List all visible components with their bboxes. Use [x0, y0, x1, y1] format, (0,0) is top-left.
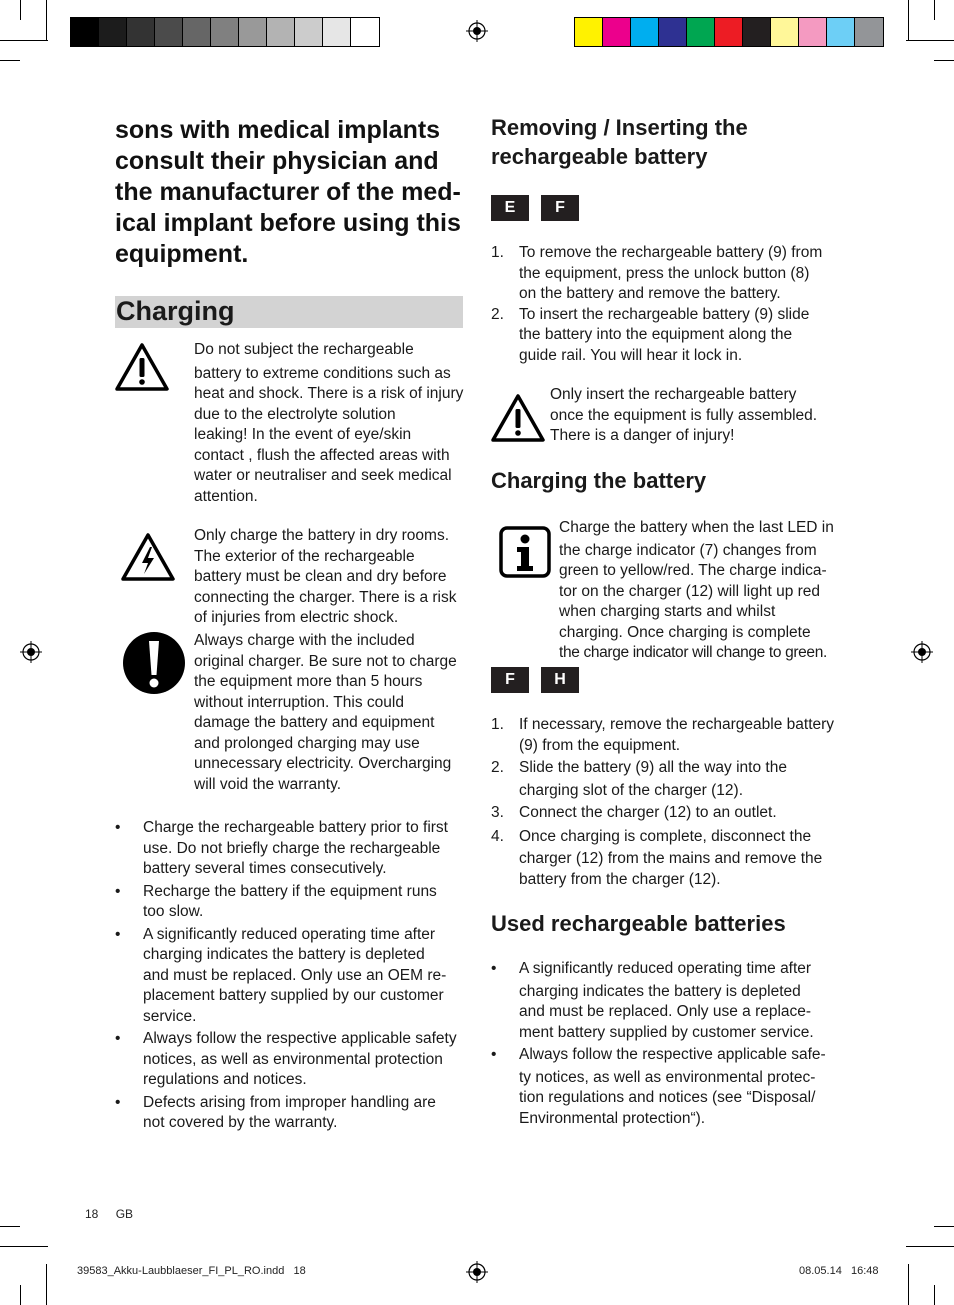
text-line: Do not subject the rechargeable	[194, 341, 414, 358]
figure-tag-h: H	[541, 667, 579, 693]
figure-tag-e: E	[491, 195, 529, 221]
text-line: the charge indicator will change to green.	[559, 644, 827, 661]
text-line: Slide the battery (9) all the way into the	[519, 759, 787, 776]
text-line: charging. Once charging is complete	[559, 623, 811, 641]
color-swatch	[827, 18, 855, 46]
title-line: rechargeable battery	[491, 144, 708, 169]
text-line: tion regulations and notices (see “Disposal/	[519, 1089, 816, 1106]
text-line: too slow.	[143, 903, 204, 920]
color-swatch	[743, 18, 771, 46]
color-swatch	[603, 18, 631, 46]
slug-file-info: 39583_Akku-Laubblaeser_FI_PL_RO.indd 18	[77, 1265, 306, 1277]
warning-triangle-icon	[114, 342, 170, 392]
bullet-marker: •	[491, 960, 497, 977]
bullet-marker: •	[115, 925, 121, 943]
charging-steps	[491, 715, 851, 890]
language-code: GB	[115, 1207, 134, 1221]
text-line: the equipment, press the unlock button (8)	[519, 264, 810, 282]
process-color-bar	[574, 17, 884, 47]
numbered-step	[491, 803, 851, 824]
used-batteries-title: Used rechargeable batteries	[491, 911, 786, 936]
list-item	[115, 882, 470, 923]
text-line: contact , flush the affected areas with	[194, 446, 450, 464]
text-line: connecting the charger. There is a risk	[194, 588, 457, 606]
text-line: A significantly reduced operating time after	[143, 925, 436, 943]
bullet-marker: •	[491, 1046, 497, 1063]
text-line: of injuries from electric shock.	[194, 609, 399, 626]
numbered-step	[491, 715, 851, 756]
removing-inserting-title	[491, 113, 841, 171]
text-line: A significantly reduced operating time after	[519, 960, 812, 977]
intro-line: consult their physician and	[115, 147, 439, 175]
grayscale-bar	[70, 17, 380, 47]
color-swatch	[323, 18, 351, 46]
registration-mark-icon	[466, 1261, 488, 1283]
text-line: leaking! In the event of eye/skin	[194, 426, 412, 443]
color-swatch	[799, 18, 827, 46]
text-line: and prolonged charging may use	[194, 734, 420, 752]
step-number: 1.	[491, 244, 504, 261]
charging-title: Charging	[116, 296, 235, 326]
text-line: charging indicates the battery is depleted	[519, 982, 801, 1000]
text-line: damage the battery and equipment	[194, 714, 435, 731]
color-swatch	[659, 18, 687, 46]
text-line: green to yellow/red. The charge indica-	[559, 562, 827, 579]
text-line: regulations and notices.	[143, 1071, 307, 1088]
text-line: Always charge with the included	[194, 632, 415, 649]
bullet-marker: •	[115, 819, 121, 836]
text-line: The exterior of the rechargeable	[194, 547, 415, 565]
text-line: ment battery supplied by customer service.	[519, 1023, 814, 1041]
text-line: use. Do not briefly charge the rechargeable	[143, 839, 441, 857]
text-line: If necessary, remove the rechargeable battery	[519, 716, 835, 733]
text-line: battery several times consecutively.	[143, 860, 387, 877]
exclamation-circle-icon	[122, 631, 186, 695]
step-number: 3.	[491, 804, 504, 821]
registration-mark-icon	[466, 20, 488, 42]
color-swatch	[575, 18, 603, 46]
color-swatch	[127, 18, 155, 46]
page-number: 18	[85, 1207, 99, 1221]
list-item	[491, 1045, 851, 1129]
color-swatch	[211, 18, 239, 46]
text-line: and must be replaced. Only use a replace-	[519, 1003, 812, 1020]
text-line: charger (12) from the mains and remove the	[519, 850, 823, 867]
color-swatch	[99, 18, 127, 46]
color-swatch	[631, 18, 659, 46]
text-line: battery must be clean and dry before	[194, 568, 447, 585]
text-line: unnecessary electricity. Overcharging	[194, 755, 452, 772]
text-line: tor on the charger (12) will light up red	[559, 582, 821, 600]
color-swatch	[267, 18, 295, 46]
text-line: battery to extreme conditions such as	[194, 364, 451, 382]
text-line: the battery into the equipment along the	[519, 326, 793, 343]
text-line: charging indicates the battery is depleted	[143, 946, 425, 963]
intro-line: equipment.	[115, 240, 249, 268]
charging-section-header	[115, 296, 463, 328]
numbered-step	[491, 305, 846, 367]
battery-conditions-warning	[194, 340, 469, 507]
text-line: original charger. Be sure not to charge	[194, 652, 457, 670]
text-line: without interruption. This could	[194, 693, 404, 711]
text-line: will void the warranty.	[194, 775, 342, 793]
text-line: heat and shock. There is a risk of injury	[194, 385, 464, 402]
numbered-step	[491, 243, 846, 305]
dry-rooms-warning	[194, 526, 469, 629]
electric-shock-icon	[120, 532, 176, 582]
text-line: To insert the rechargeable battery (9) slide	[519, 305, 810, 323]
text-line: battery from the charger (12).	[519, 870, 721, 888]
figure-tag-f: F	[541, 195, 579, 221]
color-swatch	[687, 18, 715, 46]
assembly-warning	[550, 385, 840, 447]
text-line: water or neutraliser and seek medical	[194, 467, 452, 484]
registration-mark-icon	[911, 641, 933, 663]
text-line: when charging starts and whilst	[559, 603, 776, 620]
color-swatch	[715, 18, 743, 46]
text-line: on the battery and remove the battery.	[519, 285, 781, 302]
numbered-step	[491, 827, 851, 891]
text-line: the charge indicator (7) changes from	[559, 541, 817, 559]
charging-battery-title: Charging the battery	[491, 468, 707, 493]
text-line: and must be replaced. Only use an OEM re-	[143, 966, 447, 984]
list-item	[115, 1029, 470, 1091]
color-swatch	[771, 18, 799, 46]
figure-tag-f: F	[491, 667, 529, 693]
text-line: due to the electrolyte solution	[194, 405, 396, 423]
color-swatch	[295, 18, 323, 46]
text-line: placement battery supplied by our customer	[143, 987, 444, 1004]
text-line: Charge the rechargeable battery prior to first	[143, 819, 448, 836]
text-line: (9) from the equipment.	[519, 736, 681, 754]
intro-line: ical implant before using this	[115, 209, 461, 237]
step-number: 4.	[491, 827, 504, 845]
list-item	[115, 1093, 470, 1134]
registration-mark-icon	[20, 641, 42, 663]
step-number: 2.	[491, 305, 504, 323]
list-item	[115, 818, 470, 880]
text-line: Charge the battery when the last LED in	[559, 519, 834, 536]
text-line: Only charge the battery in dry rooms.	[194, 527, 450, 544]
text-line: There is a danger of injury!	[550, 427, 735, 444]
slug-date-time: 08.05.14 16:48	[799, 1265, 879, 1277]
color-swatch	[183, 18, 211, 46]
text-line: not covered by the warranty.	[143, 1114, 338, 1131]
text-line: notices, as well as environmental protection	[143, 1050, 443, 1068]
text-line: To remove the rechargeable battery (9) from	[519, 244, 823, 261]
text-line: Always follow the respective applicable safe-	[519, 1046, 826, 1063]
text-line: charging slot of the charger (12).	[519, 781, 744, 799]
color-swatch	[155, 18, 183, 46]
list-item	[491, 959, 851, 1043]
title-line: Removing / Inserting the	[491, 115, 748, 140]
color-swatch	[351, 18, 379, 46]
text-line: service.	[143, 1007, 197, 1025]
text-line: Environmental protection“).	[519, 1109, 706, 1127]
text-line: Only insert the rechargeable battery	[550, 386, 797, 403]
numbered-step	[491, 758, 851, 801]
text-line: Connect the charger (12) to an outlet.	[519, 804, 777, 821]
intro-warning-text	[115, 115, 465, 270]
step-number: 2.	[491, 759, 504, 776]
info-icon	[499, 526, 551, 578]
bullet-marker: •	[115, 1030, 121, 1047]
remove-insert-steps	[491, 243, 846, 366]
page-footer	[85, 1207, 133, 1221]
text-line: Recharge the battery if the equipment runs	[143, 882, 437, 900]
color-swatch	[239, 18, 267, 46]
charging-tips-list	[115, 818, 470, 1134]
text-line: attention.	[194, 487, 258, 505]
text-line: Always follow the respective applicable safety	[143, 1030, 457, 1047]
text-line: Defects arising from improper handling are	[143, 1093, 436, 1111]
intro-line: the manufacturer of the med-	[115, 178, 461, 206]
color-swatch	[855, 18, 883, 46]
text-line: once the equipment is fully assembled.	[550, 406, 818, 424]
text-line: guide rail. You will hear it lock in.	[519, 346, 743, 364]
warning-triangle-icon	[490, 393, 546, 443]
charge-indicator-info	[559, 518, 849, 664]
used-batteries-list	[491, 959, 851, 1129]
bullet-marker: •	[115, 1093, 121, 1111]
bullet-marker: •	[115, 882, 121, 900]
text-line: Once charging is complete, disconnect the	[519, 827, 812, 845]
step-number: 1.	[491, 716, 504, 733]
intro-line: sons with medical implants	[115, 116, 441, 144]
list-item	[115, 925, 470, 1028]
color-swatch	[71, 18, 99, 46]
original-charger-warning	[194, 631, 469, 795]
text-line: ty notices, as well as environmental protec-	[519, 1068, 816, 1086]
text-line: the equipment more than 5 hours	[194, 673, 423, 690]
